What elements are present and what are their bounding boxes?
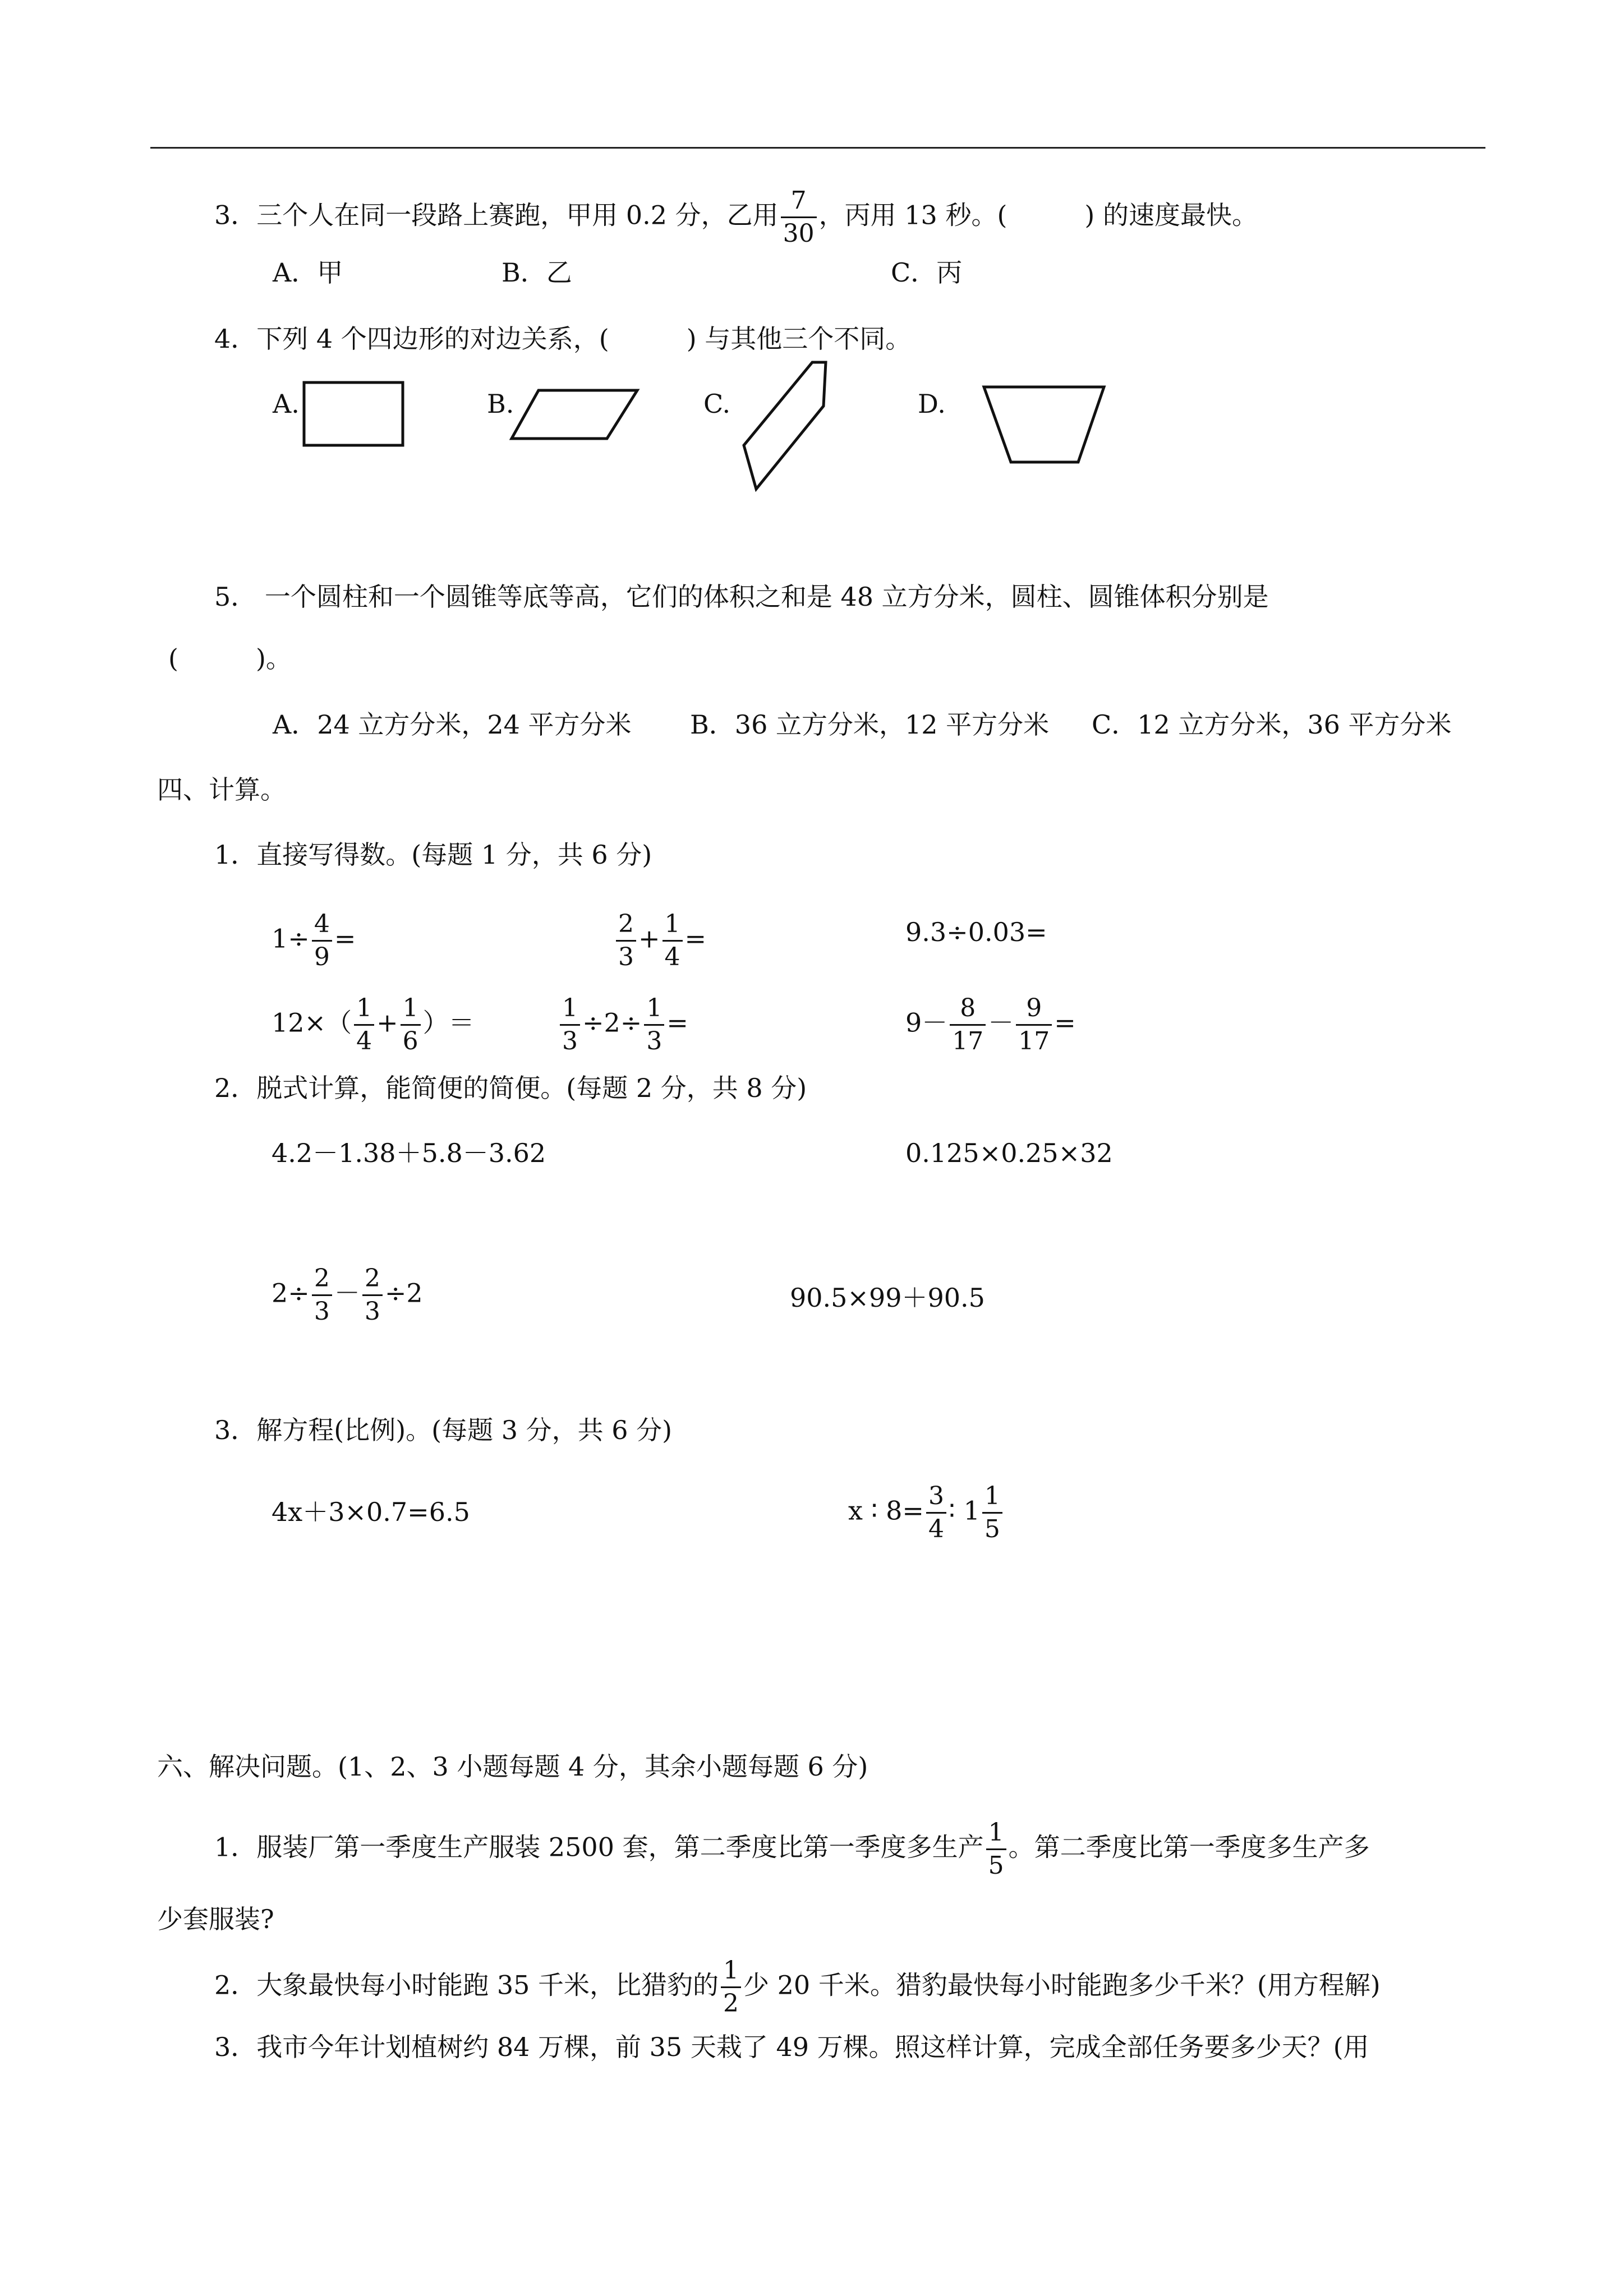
equation-2: x ∶ 8= $\frac{3}{4}$ ∶ 1 $\frac{1}{5}$ — [848, 1481, 1005, 1545]
rectangle-shape — [301, 379, 407, 452]
part-2-title: 2．脱式计算，能简便的简便。(每题 2 分，共 8 分) — [214, 1073, 807, 1103]
problem-1-line-2: 少套服装? — [157, 1904, 274, 1934]
step-calc-2: 0.125×0.25×32 — [905, 1138, 1113, 1168]
q3-option-a: A．甲 — [273, 257, 343, 288]
parallelogram-shape — [508, 387, 643, 443]
calc-expression-4: 12×（ $\frac{1}{4}$ + $\frac{1}{6}$ ）＝ — [272, 993, 475, 1057]
trapezoid-shape — [981, 384, 1107, 465]
q3-option-b: B．乙 — [502, 257, 572, 288]
problem-1-line-1: 1．服装厂第一季度生产服装 2500 套，第二季度比第一季度多生产 $\frac{1}{5}$ 。第二季度比第一季度多生产多 — [214, 1817, 1370, 1882]
question-3 — [214, 185, 1258, 250]
q4-label-d: D. — [918, 389, 946, 419]
equation-1: 4x＋3×0.7=6.5 — [272, 1497, 470, 1527]
step-calc-3: 2÷ $\frac{2}{3}$ － $\frac{2}{3}$ ÷2 — [272, 1263, 423, 1327]
calc-expression-5: $\frac{1}{3}$ ÷2÷ $\frac{1}{3}$ = — [558, 993, 688, 1057]
q5-option-b: B．36 立方分米，12 平方分米 — [690, 709, 1050, 740]
question-5-line-2: ( )。 — [168, 643, 292, 674]
calc-expression-1: 1÷ $\frac{4}{9}$ = — [272, 909, 356, 973]
header-rule — [150, 147, 1485, 149]
step-calc-1: 4.2－1.38＋5.8－3.62 — [272, 1138, 546, 1168]
step-calc-4: 90.5×99＋90.5 — [790, 1283, 985, 1313]
problem-3: 3．我市今年计划植树约 84 万棵，前 35 天栽了 49 万棵。照这样计算，完成全部任务要多少天？(用 — [214, 2032, 1369, 2062]
q3-fraction: $\frac{7}{30}$ — [781, 185, 817, 250]
calc-expression-3: 9.3÷0.03= — [905, 917, 1047, 947]
q4-label-c: C. — [703, 389, 731, 419]
part-1-title: 1．直接写得数。(每题 1 分，共 6 分) — [214, 840, 652, 870]
q3-text-pre: 3．三个人在同一段路上赛跑，甲用 0.2 分，乙用 — [214, 200, 779, 230]
q5-option-c: C．12 立方分米，36 平方分米 — [1092, 709, 1452, 740]
q5-option-a: A．24 立方分米，24 平方分米 — [273, 709, 632, 740]
question-4: 4．下列 4 个四边形的对边关系，( ) 与其他三个不同。 — [214, 324, 912, 354]
q4-label-b: B. — [487, 389, 514, 419]
rhombus-shape — [739, 358, 831, 492]
section-4-title: 四、计算。 — [157, 774, 286, 805]
section-6-title: 六、解决问题。(1、2、3 小题每题 4 分，其余小题每题 6 分) — [157, 1751, 868, 1782]
part-3-title: 3．解方程(比例)。(每题 3 分，共 6 分) — [214, 1415, 673, 1445]
q3-text-post: ，丙用 13 秒。( ) 的速度最快。 — [818, 200, 1258, 230]
calc-expression-2: $\frac{2}{3}$ + $\frac{1}{4}$ = — [614, 909, 706, 973]
q4-label-a: A. — [273, 389, 300, 419]
question-5-line-1: 5． 一个圆柱和一个圆锥等底等高，它们的体积之和是 48 立方分米，圆柱、圆锥体积分别是 — [214, 582, 1269, 612]
problem-2: 2．大象最快每小时能跑 35 千米，比猎豹的 $\frac{1}{2}$ 少 20 千米。猎豹最快每小时能跑多少千米？(用方程解) — [214, 1955, 1381, 2020]
q3-option-c: C．丙 — [891, 257, 963, 288]
calc-expression-6: 9－ $\frac{8}{17}$ － $\frac{9}{17}$ = — [905, 993, 1076, 1057]
